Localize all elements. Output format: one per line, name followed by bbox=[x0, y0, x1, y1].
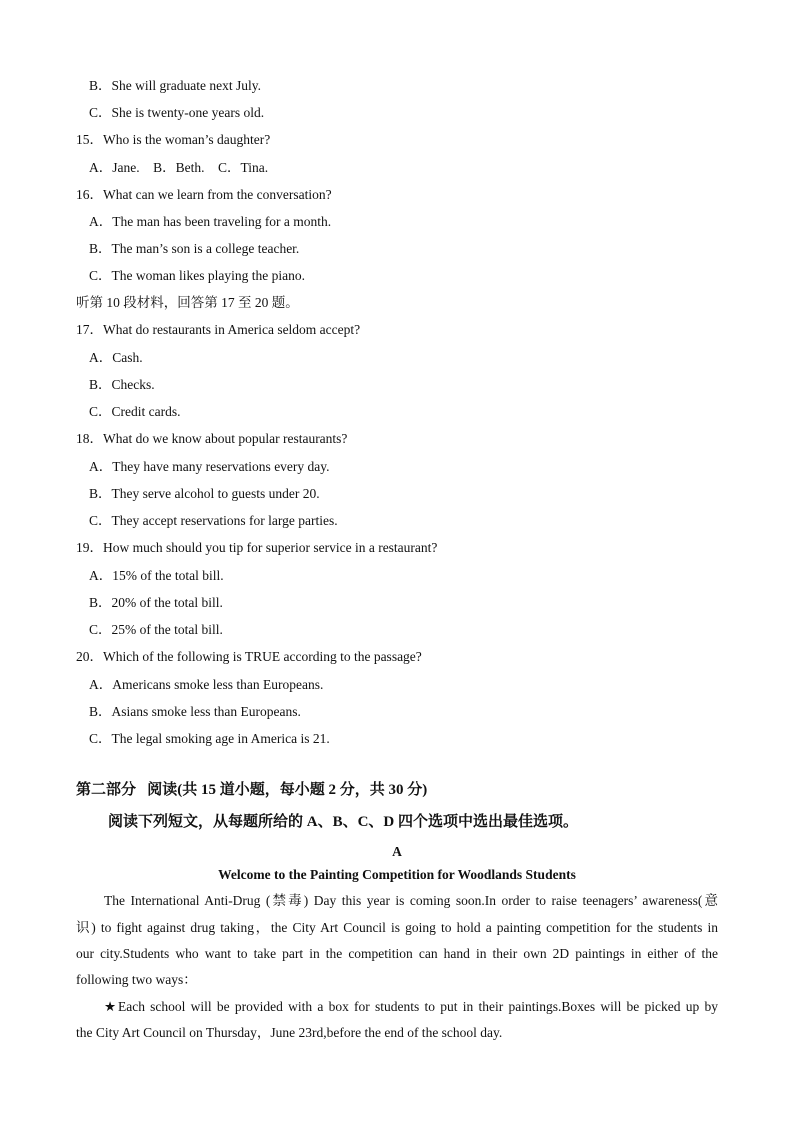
paragraph-line: ★Each school will be provided with a box for students to put in their paintings.Boxes will be picked up by bbox=[104, 999, 718, 1014]
passage-label: A bbox=[392, 844, 402, 859]
q16-option-c: C．The woman likes playing the piano. bbox=[89, 268, 305, 283]
q16-question: 16．What can we learn from the conversation? bbox=[76, 187, 332, 202]
part2-instruction: 阅读下列短文，从每题所给的 A、B、C、D 四个选项中选出最佳选项。 bbox=[108, 814, 579, 830]
q17-option-a: A．Cash. bbox=[89, 350, 143, 365]
paragraph-line: 识) to fight against drug taking，the City Art Council is going to hold a painting competition for the students in bbox=[76, 920, 718, 935]
q15-options: A．Jane. B．Beth. C．Tina. bbox=[89, 160, 269, 175]
q17-question: 17．What do restaurants in America seldom accept? bbox=[76, 322, 361, 337]
q19-question: 19．How much should you tip for superior service in a restaurant? bbox=[76, 540, 438, 555]
listening-section-note: 听第 10 段材料，回答第 17 至 20 题。 bbox=[76, 295, 299, 310]
q18-question: 18．What do we know about popular restaurants? bbox=[76, 431, 348, 446]
q20-option-b: B．Asians smoke less than Europeans. bbox=[89, 704, 301, 719]
paragraph-line: the City Art Council on Thursday，June 23rd,before the end of the school day. bbox=[76, 1025, 503, 1040]
q18-option-a: A．They have many reservations every day. bbox=[89, 459, 330, 474]
q16-option-b: B．The man’s son is a college teacher. bbox=[89, 241, 300, 256]
q17-option-b: B．Checks. bbox=[89, 377, 155, 392]
q14-option-c: C．She is twenty-one years old. bbox=[89, 105, 265, 120]
q18-option-c: C．They accept reservations for large parties. bbox=[89, 513, 338, 528]
q20-option-a: A．Americans smoke less than Europeans. bbox=[89, 677, 324, 692]
q19-option-b: B．20% of the total bill. bbox=[89, 595, 223, 610]
q14-option-b: B．She will graduate next July. bbox=[89, 78, 261, 93]
q16-option-a: A．The man has been traveling for a month. bbox=[89, 214, 332, 229]
q19-option-c: C．25% of the total bill. bbox=[89, 622, 223, 637]
part2-title: 第二部分 阅读(共 15 道小题，每小题 2 分，共 30 分) bbox=[76, 782, 428, 798]
q18-option-b: B．They serve alcohol to guests under 20. bbox=[89, 486, 320, 501]
paragraph-line: following two ways： bbox=[76, 972, 197, 987]
paragraph-line: The International Anti-Drug (禁毒) Day this year is coming soon.In order to raise teenagers’ awareness(意 bbox=[104, 893, 718, 908]
q17-option-c: C．Credit cards. bbox=[89, 404, 181, 419]
q19-option-a: A．15% of the total bill. bbox=[89, 568, 224, 583]
q20-option-c: C．The legal smoking age in America is 21. bbox=[89, 731, 330, 746]
paragraph-line: our city.Students who want to take part in the competition can hand in their own 2D paintings in either of the bbox=[76, 946, 718, 961]
passage-title: Welcome to the Painting Competition for Woodlands Students bbox=[218, 867, 576, 882]
q15-question: 15．Who is the woman’s daughter? bbox=[76, 132, 271, 147]
q20-question: 20．Which of the following is TRUE according to the passage? bbox=[76, 649, 422, 664]
